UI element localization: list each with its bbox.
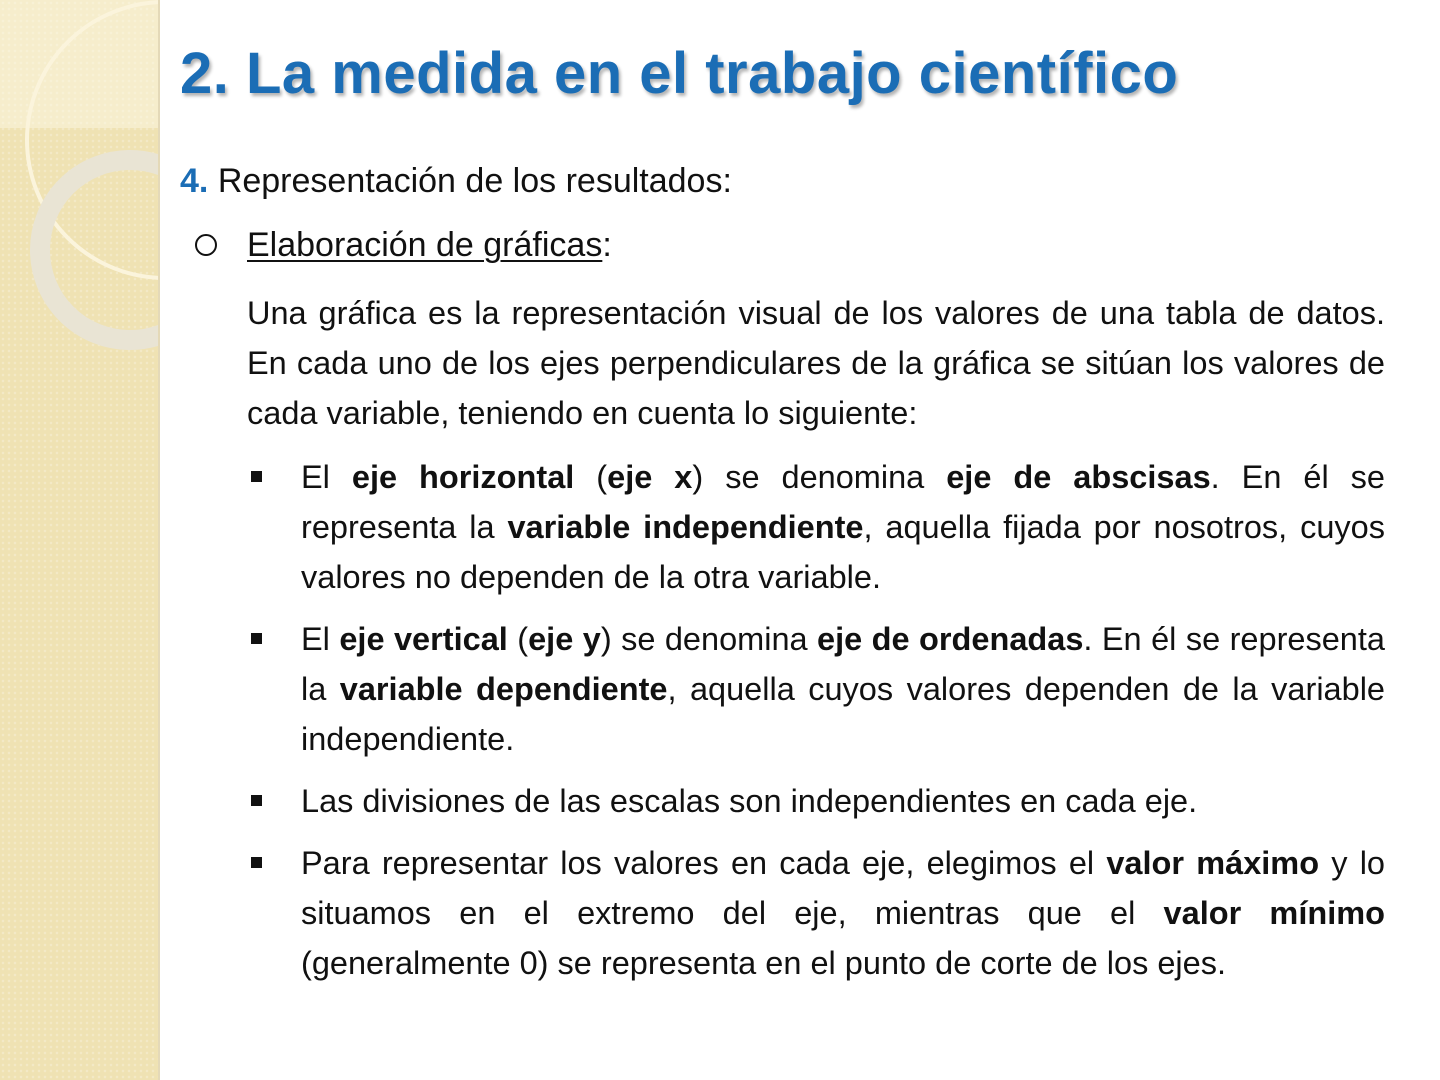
bold-term: valor mínimo [1163,895,1385,931]
text-segment: El [301,459,352,495]
decorative-circles-icon [0,0,158,1080]
list-item [247,838,1385,988]
bold-term: eje de abscisas [946,459,1211,495]
bold-term: eje vertical [339,621,508,657]
bold-term: eje x [607,459,693,495]
text-segment: ( [574,459,608,495]
text-segment: , aquella fijada por nosotros, cuyos valores no dependen de la otra variable. [301,509,1385,595]
text-segment: (generalmente 0) se representa en el punto de corte de los ejes. [301,945,1227,981]
section-number: 4. [180,162,209,200]
text-segment: ( [507,621,529,657]
bullet-list [247,452,1385,1000]
list-item [247,452,1385,602]
slide-title: 2. La medida en el trabajo científico [180,41,1179,106]
subsection-heading [195,226,612,265]
bold-term: valor máximo [1106,845,1320,881]
bold-term: eje de ordenadas [817,621,1084,657]
list-item [247,614,1385,764]
text-segment: Para representar los valores en cada eje, elegimos el [301,845,1107,881]
text-segment: El [301,621,340,657]
list-item [247,776,1385,826]
bold-term: eje horizontal [351,459,575,495]
bold-term: variable independiente [507,509,864,545]
text-segment: . En él se representa la [301,621,1385,707]
circle-bullet-icon [195,234,217,256]
bold-term: variable dependiente [339,671,668,707]
text-segment: ) se denomina [692,459,947,495]
square-bullet-icon [251,857,262,868]
section-heading [180,162,732,201]
decorative-sidebar [0,0,160,1080]
square-bullet-icon [251,633,262,644]
text-segment: ) se denomina [600,621,818,657]
square-bullet-icon [251,795,262,806]
bold-term: eje y [528,621,601,657]
text-segment: y lo situamos en el extremo del eje, mientras que el [301,845,1386,931]
subsection-colon: : [602,226,612,264]
text-segment: . En él se representa la [301,459,1385,545]
text-segment: Las divisiones de las escalas son independientes en cada eje. [301,783,1198,819]
square-bullet-icon [251,471,262,482]
intro-paragraph: Una gráfica es la representación visual de los valores de una tabla de datos. En cada uno de los ejes perpendiculares de la gráfica se sitúan los valores de cada variable, teniendo en cuenta lo siguiente: [247,295,1385,431]
text-segment: , aquella cuyos valores dependen de la variable independiente. [301,671,1385,757]
subsection-label: Elaboración de gráficas [247,226,603,264]
section-label: Representación de los resultados: [217,162,732,200]
